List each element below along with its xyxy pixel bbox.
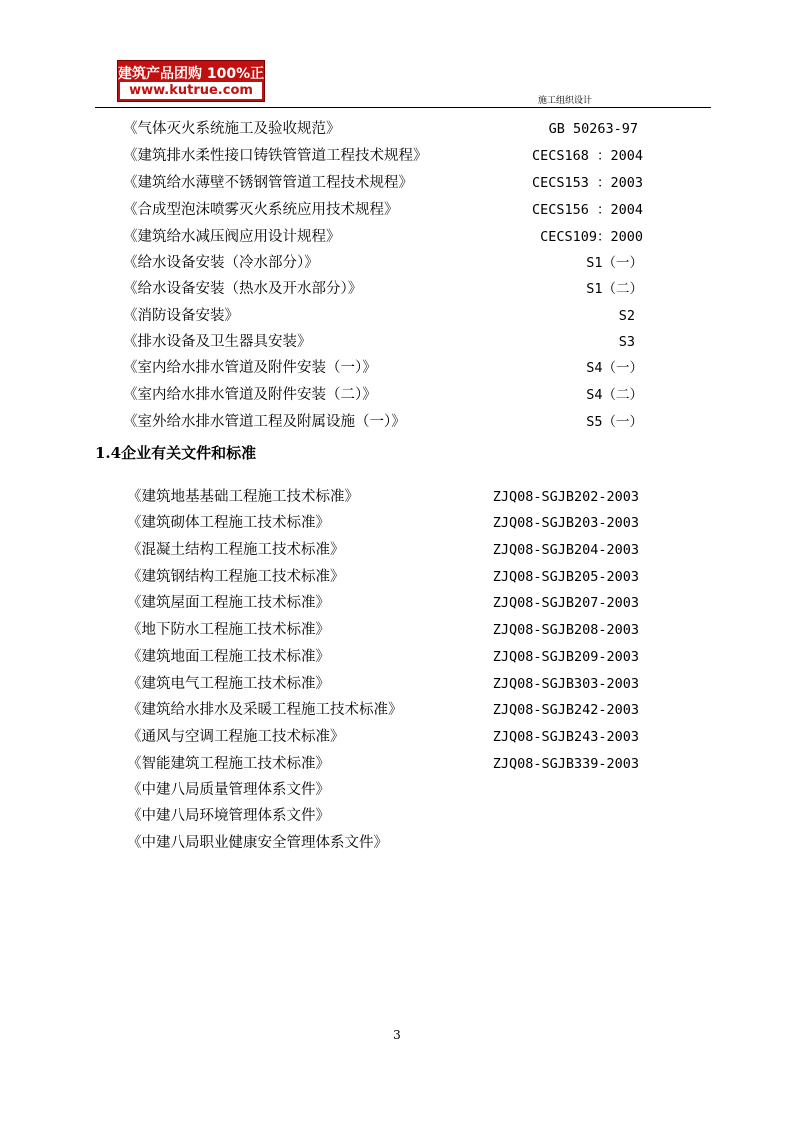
standard-title: 《建筑电气工程施工技术标准》 bbox=[127, 676, 330, 692]
standard-code: ZJQ08-SGJB303-2003 bbox=[492, 676, 639, 692]
standard-title: 《中建八局质量管理体系文件》 bbox=[127, 782, 330, 798]
standard-code: ZJQ08-SGJB243-2003 bbox=[492, 729, 639, 745]
standard-title: 《智能建筑工程施工技术标准》 bbox=[127, 756, 330, 772]
standard-title: 《建筑屋面工程施工技术标准》 bbox=[127, 595, 330, 611]
list-item bbox=[127, 833, 639, 853]
standard-code: S1（一） bbox=[586, 255, 643, 271]
standard-code: ZJQ08-SGJB208-2003 bbox=[492, 622, 639, 638]
standard-code: CECS156 ：2004 bbox=[531, 202, 643, 218]
standard-code: CECS153 ：2003 bbox=[531, 175, 643, 191]
standard-title: 《消防设备安装》 bbox=[123, 308, 239, 324]
list-item bbox=[123, 173, 643, 193]
standard-title: 《建筑砌体工程施工技术标准》 bbox=[127, 515, 330, 531]
standard-title: 《给水设备安装（冷水部分）》 bbox=[123, 255, 319, 271]
standard-title: 《排水设备及卫生器具安装》 bbox=[123, 334, 312, 350]
list-item bbox=[123, 358, 643, 378]
list-item bbox=[127, 754, 639, 774]
standard-title: 《混凝土结构工程施工技术标准》 bbox=[127, 542, 345, 558]
list-item bbox=[127, 674, 639, 694]
list-item bbox=[123, 385, 643, 405]
standard-code: ZJQ08-SGJB203-2003 bbox=[492, 515, 639, 531]
standard-title: 《中建八局职业健康安全管理体系文件》 bbox=[127, 835, 388, 851]
standard-title: 《给水设备安装（热水及开水部分）》 bbox=[123, 281, 363, 297]
standard-title: 《气体灭火系统施工及验收规范》 bbox=[123, 121, 341, 137]
standard-title: 《合成型泡沫喷雾灭火系统应用技术规程》 bbox=[123, 202, 399, 218]
section-heading: 1.4企业有关文件和标准 bbox=[95, 444, 257, 462]
standard-title: 《地下防水工程施工技术标准》 bbox=[127, 622, 330, 638]
standard-title: 《建筑给水排水及采暖工程施工技术标准》 bbox=[127, 702, 403, 718]
list-item bbox=[123, 146, 643, 166]
list-item bbox=[127, 513, 639, 533]
list-item bbox=[127, 540, 639, 560]
list-item bbox=[123, 306, 643, 326]
standard-code: ZJQ08-SGJB204-2003 bbox=[492, 542, 639, 558]
standard-code: S4（一） bbox=[586, 360, 643, 376]
standard-title: 《建筑地面工程施工技术标准》 bbox=[127, 649, 330, 665]
site-logo bbox=[117, 60, 279, 102]
standard-title: 《建筑地基基础工程施工技术标准》 bbox=[127, 489, 359, 505]
standard-code: CECS109：2000 bbox=[540, 229, 643, 245]
standard-code: ZJQ08-SGJB207-2003 bbox=[492, 595, 639, 611]
list-item bbox=[127, 806, 639, 826]
list-item bbox=[127, 700, 639, 720]
running-header: 施工组织设计 bbox=[538, 96, 593, 106]
standard-title: 《建筑钢结构工程施工技术标准》 bbox=[127, 569, 345, 585]
list-item bbox=[123, 200, 643, 220]
standard-code: S3 bbox=[618, 334, 635, 350]
standard-title: 《建筑给水薄壁不锈钢管管道工程技术规程》 bbox=[123, 175, 413, 191]
standard-code: S4（二） bbox=[586, 387, 643, 403]
standard-title: 《室外给水排水管道工程及附属设施（一）》 bbox=[123, 414, 406, 430]
standard-code: ZJQ08-SGJB202-2003 bbox=[492, 489, 639, 505]
list-item bbox=[127, 593, 639, 613]
standard-title: 《室内给水排水管道及附件安装（一）》 bbox=[123, 360, 377, 376]
list-item bbox=[123, 253, 643, 273]
list-item bbox=[127, 487, 639, 507]
standard-code: ZJQ08-SGJB339-2003 bbox=[492, 756, 639, 772]
standard-code: ZJQ08-SGJB209-2003 bbox=[492, 649, 639, 665]
standard-title: 《室内给水排水管道及附件安装（二）》 bbox=[123, 387, 377, 403]
standard-code: ZJQ08-SGJB205-2003 bbox=[492, 569, 639, 585]
standard-code: ZJQ08-SGJB242-2003 bbox=[492, 702, 639, 718]
logo-url-text: www.kutrue.com bbox=[120, 82, 262, 99]
list-item bbox=[123, 279, 643, 299]
logo-top-text: 建筑产品团购 100%正品 bbox=[118, 66, 279, 82]
list-item bbox=[123, 412, 643, 432]
standard-title: 《建筑排水柔性接口铸铁管管道工程技术规程》 bbox=[123, 148, 428, 164]
standard-code: GB 50263-97 bbox=[548, 121, 638, 137]
list-item bbox=[123, 227, 643, 247]
standard-code: S1（二） bbox=[586, 281, 643, 297]
standard-title: 《建筑给水减压阀应用设计规程》 bbox=[123, 229, 341, 245]
list-item bbox=[123, 332, 643, 352]
header-divider bbox=[95, 107, 711, 108]
list-item bbox=[127, 647, 639, 667]
standard-code: CECS168 ：2004 bbox=[531, 148, 643, 164]
list-item bbox=[127, 727, 639, 747]
standard-title: 《通风与空调工程施工技术标准》 bbox=[127, 729, 345, 745]
list-item bbox=[127, 567, 639, 587]
page-number: 3 bbox=[393, 1028, 401, 1042]
list-item bbox=[127, 780, 639, 800]
standard-code: S2 bbox=[618, 308, 635, 324]
list-item bbox=[123, 119, 643, 139]
list-item bbox=[127, 620, 639, 640]
standard-code: S5（一） bbox=[586, 414, 643, 430]
standard-title: 《中建八局环境管理体系文件》 bbox=[127, 808, 330, 824]
